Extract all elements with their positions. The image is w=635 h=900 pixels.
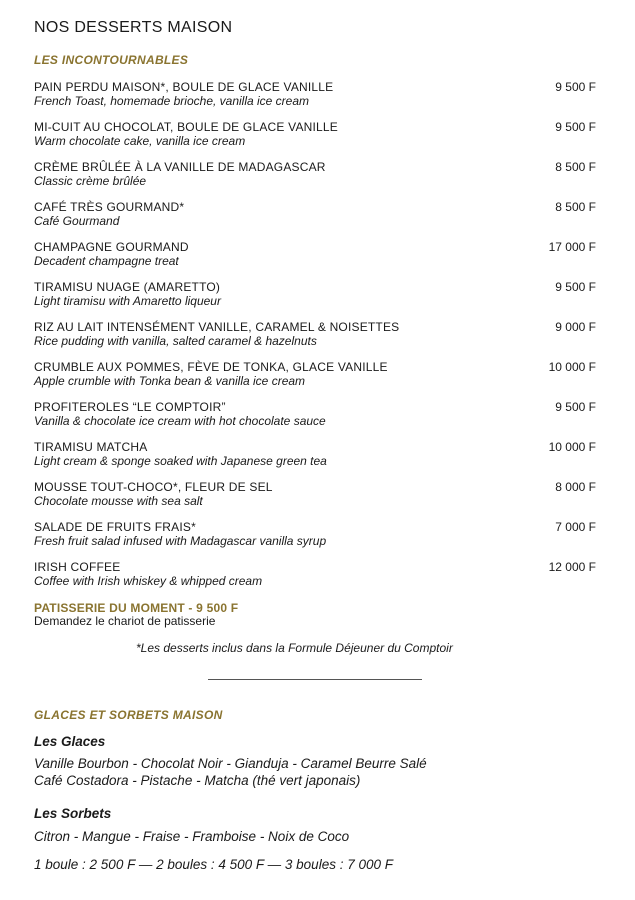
item-price: 7 000 F — [555, 520, 596, 534]
item-description: Café Gourmand — [34, 214, 120, 228]
item-name: PAIN PERDU MAISON*, BOULE DE GLACE VANILLE — [34, 80, 334, 94]
glaces-flavors-line-2: Café Costadora - Pistache - Matcha (thé vert japonais) — [34, 773, 361, 788]
glaces-heading: Les Glaces — [34, 734, 106, 749]
item-name: CRÈME BRÛLÉE À LA VANILLE DE MADAGASCAR — [34, 160, 326, 174]
item-description: Light tiramisu with Amaretto liqueur — [34, 294, 221, 308]
item-description: Light cream & sponge soaked with Japanese green tea — [34, 454, 327, 468]
section-heading-glaces-sorbets: GLACES ET SORBETS MAISON — [34, 708, 223, 722]
menu-item — [34, 320, 596, 352]
item-name: SALADE DE FRUITS FRAIS* — [34, 520, 196, 534]
item-price: 8 000 F — [555, 480, 596, 494]
item-description: Classic crème brûlée — [34, 174, 147, 188]
patisserie-heading: PATISSERIE DU MOMENT - 9 500 F — [34, 601, 239, 615]
item-name: RIZ AU LAIT INTENSÉMENT VANILLE, CARAMEL & NOISETTES — [34, 320, 400, 334]
menu-item — [34, 520, 596, 552]
item-description: French Toast, homemade brioche, vanilla ice cream — [34, 94, 310, 108]
item-name: PROFITEROLES “LE COMPTOIR” — [34, 400, 226, 414]
item-price: 9 500 F — [555, 80, 596, 94]
item-price: 12 000 F — [548, 560, 596, 574]
item-price: 9 500 F — [555, 400, 596, 414]
menu-item — [34, 560, 596, 592]
menu-item — [34, 160, 596, 192]
menu-item — [34, 80, 596, 112]
item-description: Decadent champagne treat — [34, 254, 179, 268]
menu-item — [34, 200, 596, 232]
item-description: Fresh fruit salad infused with Madagascar vanilla syrup — [34, 534, 327, 548]
item-price: 10 000 F — [548, 360, 596, 374]
item-price: 10 000 F — [548, 440, 596, 454]
menu-item — [34, 120, 596, 152]
menu-item — [34, 400, 596, 432]
menu-item — [34, 280, 596, 312]
patisserie-subtitle: Demandez le chariot de patisserie — [34, 614, 216, 628]
menu-item — [34, 360, 596, 392]
item-description: Chocolate mousse with sea salt — [34, 494, 203, 508]
item-description: Apple crumble with Tonka bean & vanilla ice cream — [34, 374, 306, 388]
item-description: Coffee with Irish whiskey & whipped cream — [34, 574, 263, 588]
sorbets-flavors-line: Citron - Mangue - Fraise - Framboise - Noix de Coco — [34, 829, 350, 844]
item-name: MI-CUIT AU CHOCOLAT, BOULE DE GLACE VANILLE — [34, 120, 339, 134]
item-price: 8 500 F — [555, 160, 596, 174]
glaces-flavors-line-1: Vanille Bourbon - Chocolat Noir - Gianduja - Caramel Beurre Salé — [34, 756, 427, 771]
item-description: Rice pudding with vanilla, salted caramel & hazelnuts — [34, 334, 317, 348]
item-price: 9 000 F — [555, 320, 596, 334]
item-description: Warm chocolate cake, vanilla ice cream — [34, 134, 246, 148]
item-name: MOUSSE TOUT-CHOCO*, FLEUR DE SEL — [34, 480, 273, 494]
page-title: NOS DESSERTS MAISON — [34, 19, 233, 36]
item-description: Vanilla & chocolate ice cream with hot chocolate sauce — [34, 414, 326, 428]
footnote: *Les desserts inclus dans la Formule Déjeuner du Comptoir — [136, 641, 453, 655]
item-price: 17 000 F — [548, 240, 596, 254]
section-heading-incontournables: LES INCONTOURNABLES — [34, 53, 189, 67]
item-name: IRISH COFFEE — [34, 560, 121, 574]
item-name: TIRAMISU NUAGE (AMARETTO) — [34, 280, 221, 294]
item-price: 9 500 F — [555, 120, 596, 134]
sorbets-heading: Les Sorbets — [34, 806, 112, 821]
menu-item — [34, 440, 596, 472]
item-name: CAFÉ TRÈS GOURMAND* — [34, 200, 185, 214]
item-name: CRUMBLE AUX POMMES, FÈVE DE TONKA, GLACE VANILLE — [34, 360, 388, 374]
item-price: 9 500 F — [555, 280, 596, 294]
item-name: TIRAMISU MATCHA — [34, 440, 148, 454]
divider — [208, 679, 422, 680]
menu-item — [34, 480, 596, 512]
scoop-pricing-line: 1 boule : 2 500 F — 2 boules : 4 500 F — 3 boules : 7 000 F — [34, 857, 393, 872]
item-price: 8 500 F — [555, 200, 596, 214]
menu-item — [34, 240, 596, 272]
item-name: CHAMPAGNE GOURMAND — [34, 240, 189, 254]
